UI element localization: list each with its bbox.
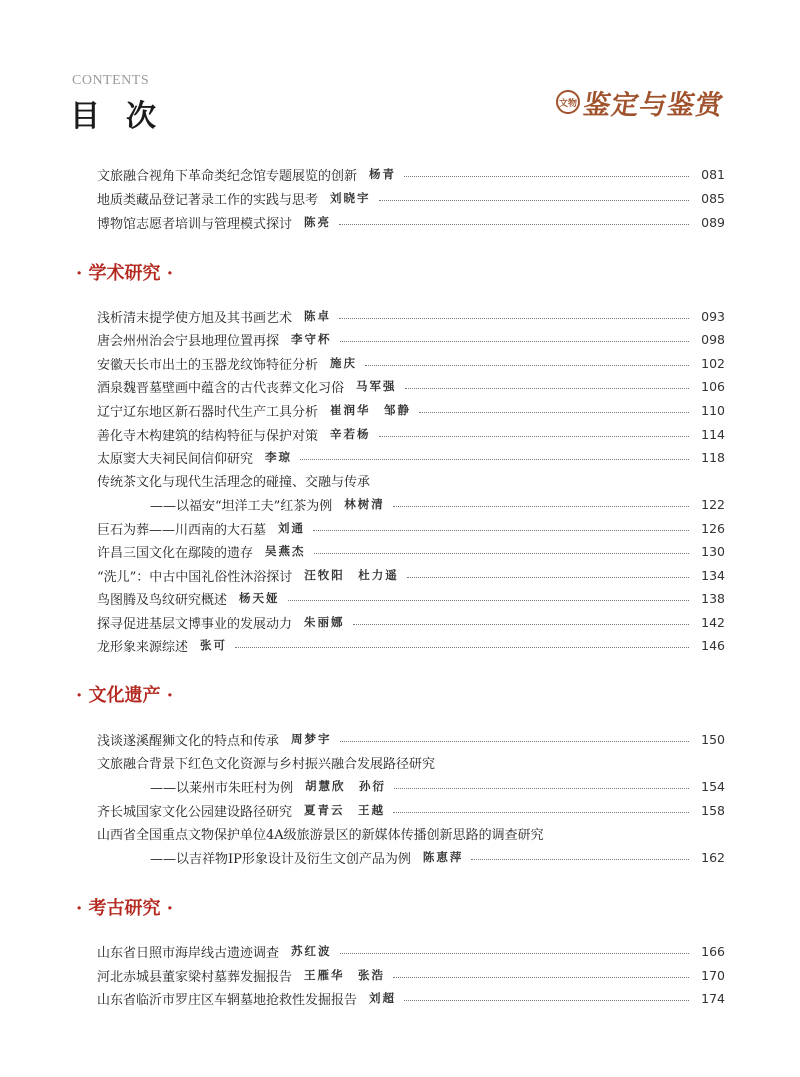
section-heading-heritage: · 文化遗产 ·: [76, 685, 174, 706]
leader-dots: [339, 224, 689, 225]
entry-title: 龙形象来源综述: [97, 639, 189, 655]
toc-entry[interactable]: [97, 541, 725, 561]
journal-logo: [556, 84, 724, 120]
leader-dots: [340, 341, 689, 342]
toc-entry[interactable]: [97, 941, 725, 961]
toc-entry[interactable]: [97, 612, 725, 632]
logo-text: 鉴定与鉴赏: [581, 89, 726, 121]
entry-author: 辛若杨: [330, 427, 371, 441]
entry-title: 浅谈遂溪醒狮文化的特点和传承: [97, 733, 280, 749]
entry-page: 142: [701, 614, 725, 630]
entry-title: 唐会州州治会宁县地理位置再探: [97, 333, 280, 349]
toc-entry-title-line[interactable]: [97, 823, 544, 843]
entry-page: 134: [701, 567, 725, 583]
entry-author: 李守杯: [291, 332, 332, 346]
entry-author: 施庆: [330, 356, 358, 370]
entry-title: 浅析清末提学使方旭及其书画艺术: [97, 310, 293, 326]
leader-dots: [379, 200, 689, 201]
leader-dots: [288, 600, 689, 601]
toc-entry[interactable]: [97, 212, 725, 232]
entry-author: 胡慧欣 孙衍: [305, 779, 387, 793]
entry-page: 098: [701, 331, 725, 347]
entry-page: 085: [701, 190, 725, 206]
entry-page: 114: [701, 426, 725, 442]
entry-page: 110: [701, 402, 725, 418]
entry-page: 126: [701, 520, 725, 536]
toc-entry[interactable]: [97, 164, 725, 184]
leader-dots: [339, 318, 689, 319]
entry-title: 山西省全国重点文物保护单位4A级旅游景区的新媒体传播创新思路的调查研究: [97, 827, 544, 843]
entry-title: 地质类藏品登记著录工作的实践与思考: [97, 192, 319, 208]
leader-dots: [313, 530, 689, 531]
entry-page: 170: [701, 967, 725, 983]
toc-entry[interactable]: [97, 588, 725, 608]
entry-title: 文旅融合视角下革命类纪念馆专题展览的创新: [97, 168, 358, 184]
entry-title: 辽宁辽东地区新石器时代生产工具分析: [97, 404, 319, 420]
entry-page: 158: [701, 802, 725, 818]
contents-label: CONTENTS: [72, 73, 150, 88]
leader-dots: [407, 577, 689, 578]
entry-title: 酒泉魏晋墓壁画中蕴含的古代丧葬文化习俗: [97, 380, 345, 396]
entry-page: 174: [701, 990, 725, 1006]
entry-page: 093: [701, 308, 725, 324]
entry-author: 李琼: [265, 450, 293, 464]
entry-author: 汪牧阳 杜力遥: [304, 568, 399, 582]
entry-author: 苏红波: [291, 944, 332, 958]
entry-subtitle: ——以吉祥物IP形象设计及衍生文创产品为例: [150, 851, 411, 867]
entry-title: 文旅融合背景下红色文化资源与乡村振兴融合发展路径研究: [97, 756, 436, 772]
entry-author: 马军强: [356, 379, 397, 393]
entry-title: 博物馆志愿者培训与管理模式探讨: [97, 216, 293, 232]
entry-page: 146: [701, 637, 725, 653]
toc-entry[interactable]: [97, 306, 725, 326]
leader-dots: [340, 741, 689, 742]
toc-entry[interactable]: [97, 635, 725, 655]
entry-page: 150: [701, 731, 725, 747]
toc-entry[interactable]: [97, 988, 725, 1008]
entry-title: 传统茶文化与现代生活理念的碰撞、交融与传承: [97, 474, 371, 490]
page-title: 目次: [70, 99, 182, 134]
entry-page: 122: [701, 496, 725, 512]
entry-page: 130: [701, 543, 725, 559]
entry-title: 善化寺木构建筑的结构特征与保护对策: [97, 428, 319, 444]
entry-page: 138: [701, 590, 725, 606]
toc-entry[interactable]: [97, 329, 725, 349]
leader-dots: [353, 624, 689, 625]
entry-author: 刘通: [278, 521, 306, 535]
logo-seal: 文物: [556, 90, 580, 114]
entry-page: 162: [701, 849, 725, 865]
leader-dots: [471, 859, 689, 860]
entry-page: 102: [701, 355, 725, 371]
leader-dots: [404, 1000, 689, 1001]
entry-page: 106: [701, 378, 725, 394]
leader-dots: [365, 365, 689, 366]
entry-title: 安徽天长市出土的玉器龙纹饰特征分析: [97, 357, 319, 373]
entry-author: 张可: [200, 638, 228, 652]
entry-author: 吴燕杰: [265, 544, 306, 558]
entry-author: 林树清: [344, 497, 385, 511]
entry-title: 巨石为葬——川西南的大石墓: [97, 522, 267, 538]
entry-title: 齐长城国家文化公园建设路径研究: [97, 804, 293, 820]
entry-title: 山东省日照市海岸线古遗迹调查: [97, 945, 280, 961]
toc-entry[interactable]: [97, 447, 725, 467]
toc-entry[interactable]: [97, 729, 725, 749]
toc-entry[interactable]: [97, 965, 725, 985]
toc-entry[interactable]: [97, 518, 725, 538]
leader-dots: [404, 176, 689, 177]
toc-entry-subtitle[interactable]: [150, 494, 725, 514]
toc-entry[interactable]: [97, 424, 725, 444]
leader-dots: [235, 647, 689, 648]
entry-subtitle: ——以莱州市朱旺村为例: [150, 780, 294, 796]
entry-author: 陈亮: [304, 215, 332, 229]
entry-author: 刘超: [369, 991, 397, 1005]
leader-dots: [314, 553, 689, 554]
leader-dots: [393, 506, 689, 507]
entry-page: 166: [701, 943, 725, 959]
leader-dots: [379, 436, 689, 437]
entry-author: 夏青云 王越: [304, 803, 386, 817]
leader-dots: [394, 788, 689, 789]
toc-entry[interactable]: [97, 565, 725, 585]
entry-author: 杨青: [369, 167, 397, 181]
entry-page: 118: [701, 449, 725, 465]
toc-entry-subtitle[interactable]: [150, 847, 725, 867]
entry-author: 周梦宇: [291, 732, 332, 746]
entry-author: 王雁华 张浩: [304, 968, 386, 982]
entry-page: 089: [701, 214, 725, 230]
entry-title: 探寻促进基层文博事业的发展动力: [97, 616, 293, 632]
leader-dots: [340, 953, 689, 954]
entry-author: 朱丽娜: [304, 615, 345, 629]
entry-author: 杨天娅: [239, 591, 280, 605]
leader-dots: [300, 459, 689, 460]
entry-author: 刘晓宇: [330, 191, 371, 205]
entry-author: 陈恵萍: [422, 850, 464, 864]
leader-dots: [419, 412, 689, 413]
toc-entry[interactable]: [97, 188, 725, 208]
toc-entry[interactable]: [97, 376, 725, 396]
leader-dots: [393, 977, 689, 978]
entry-title: 河北赤城县董家梁村墓葬发掘报告: [97, 969, 293, 985]
toc-entry[interactable]: [97, 800, 725, 820]
entry-author: 陈卓: [304, 309, 332, 323]
entry-page: 154: [701, 778, 725, 794]
section-heading-archaeology: · 考古研究 ·: [76, 898, 174, 919]
section-heading-academic: · 学术研究 ·: [76, 263, 174, 284]
toc-entry[interactable]: [97, 353, 725, 373]
entry-title: 许昌三国文化在鄢陵的遗存: [97, 545, 254, 561]
toc-entry-title-line[interactable]: [97, 470, 370, 490]
entry-title: 太原窦大夫祠民间信仰研究: [97, 451, 254, 467]
leader-dots: [405, 388, 689, 389]
entry-title: “洗儿”：中古中国礼俗性沐浴探讨: [97, 569, 293, 585]
entry-title: 鸟图腾及鸟纹研究概述: [97, 592, 228, 608]
toc-entry-title-line[interactable]: [97, 752, 435, 772]
entry-page: 081: [701, 166, 725, 182]
entry-title: 山东省临沂市罗庄区车辋墓地抢救性发掘报告: [97, 992, 358, 1008]
entry-author: 崔润华 邹静: [330, 403, 412, 417]
leader-dots: [393, 812, 689, 813]
toc-entry[interactable]: [97, 400, 725, 420]
entry-subtitle: ——以福安“坦洋工夫”红茶为例: [150, 498, 333, 514]
toc-entry-subtitle[interactable]: [150, 776, 725, 796]
